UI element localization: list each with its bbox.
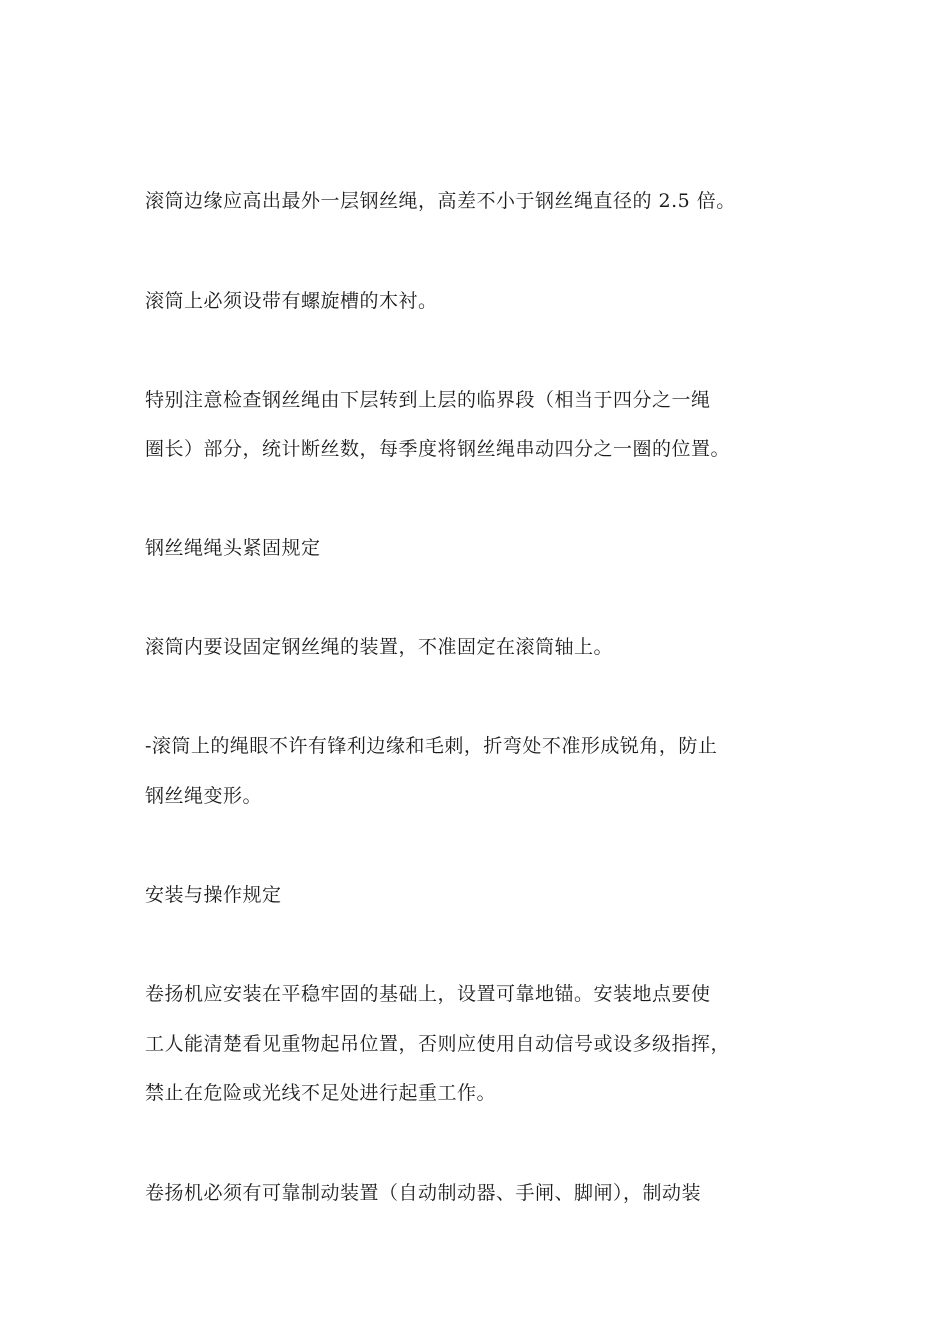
paragraph-line: 特别注意检查钢丝绳由下层转到上层的临界段（相当于四分之一绳	[145, 389, 711, 411]
paragraph-line: 卷扬机必须有可靠制动装置（自动制动器、手闸、脚闸），制动装	[145, 1182, 702, 1204]
paragraph-line: 滚筒上必须设带有螺旋槽的木衬。	[145, 290, 438, 312]
section-heading: 安装与操作规定	[145, 884, 282, 906]
paragraph-line: 钢丝绳变形。	[145, 785, 263, 807]
paragraph-line: 圈长）部分，统计断丝数，每季度将钢丝绳串动四分之一圈的位置。	[145, 438, 731, 460]
section-heading: 钢丝绳绳头紧固规定	[145, 537, 321, 559]
paragraph-line: 卷扬机应安装在平稳牢固的基础上，设置可靠地锚。安装地点要使	[145, 983, 711, 1005]
paragraph-line: 滚筒边缘应高出最外一层钢丝绳，高差不小于钢丝绳直径的 2.5 倍。	[145, 190, 736, 212]
paragraph-line: 滚筒内要设固定钢丝绳的装置，不准固定在滚筒轴上。	[145, 636, 614, 658]
paragraph-line: 禁止在危险或光线不足处进行起重工作。	[145, 1082, 497, 1104]
paragraph-line: 工人能清楚看见重物起吊位置，否则应使用自动信号或设多级指挥，	[145, 1033, 731, 1055]
paragraph-line: -滚筒上的绳眼不许有锋利边缘和毛刺，折弯处不准形成锐角，防止	[145, 735, 718, 757]
